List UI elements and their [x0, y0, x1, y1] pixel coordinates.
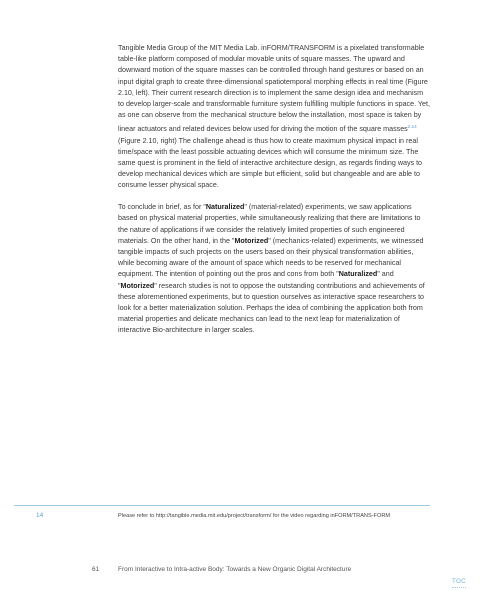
- term-naturalized: Naturalized: [205, 203, 245, 212]
- toc-link[interactable]: TOC: [452, 578, 466, 585]
- toc-link-underline: [452, 587, 466, 588]
- paragraph-2-text-a: To conclude in brief, as for ": [118, 203, 206, 212]
- paragraph-2-text-d: " and ": [118, 270, 394, 290]
- paragraph-2-text-e: " research studies is not to oppose the outstanding contributions and achievements of these aforementioned experiments, but to question ourselves as interactive space researchers to look for a better materialization solution. Perhaps the idea of combining the application both from material properties and delicate mechanics can lead to the next leap for materialization of interactive Bio-architecture in larger scales.: [118, 281, 425, 335]
- paragraph-1-text-b: (Figure 2.10, right) The challenge ahead is thus how to create maximum physical impact in real time/space with the least possible actuating devices which will consume the minimum size. The same quest is prominent in the field of interactive architecture design, as regards finding ways to develop mechanical devices which are simple but efficient, solid but changeable and are able to consume lesser physical space.: [118, 136, 423, 190]
- running-title: From Interactive to Intra-active Body: Towards a New Organic Digital Architecture: [118, 566, 352, 573]
- paragraph-1: [118, 43, 430, 192]
- paragraph-2: [118, 202, 430, 336]
- footnote-divider: [14, 505, 430, 506]
- paragraph-2-text-b: " (material-related) experiments, we saw applications based on physical material properties, while simultaneously realizing that there are limitations to the nature of applications if we consider the relatively limited properties of such engineered materials. On the other hand, in the ": [118, 203, 421, 245]
- footnote-reference[interactable]: 2.14: [407, 124, 417, 130]
- term-motorized-2: Motorized: [120, 281, 155, 290]
- paragraph-2-text-c: " (mechanics-related) experiments, we witnessed tangible impacts of such projects on the users based on their physical transformation abilities, while becoming aware of the amount of space which needs to be reserved for mechanical equipment. The intention of pointing out the pros and cons from both ": [118, 236, 424, 279]
- paragraph-1-text-a: Tangible Media Group of the MIT Media Lab. inFORM/TRANSFORM is a pixelated transformable table-like platform composed of modular movable units of square masses. The upward and downward motion of the square masses can be controlled through hand gestures or based on an input digital graph to create three-dimensional spatiotemporal morphing effects in real time (Figure 2.10, left). Their current research direction is to implement the same design idea and mechanism to develop larger-scale and transformable furniture system fulfilling multiple functions in space. Yet, as one can observe from the mechanical structure below the installation, most space is taken by linear actuators and related devices below used for driving the motion of the square masses: [118, 44, 430, 134]
- term-naturalized-2: Naturalized: [338, 270, 378, 279]
- page-number: 61: [92, 566, 100, 573]
- footnote-text: Please refer to http://tangible.media.mit.edu/project/transform/ for the video regarding inFORM/TRANS-FORM: [118, 513, 391, 519]
- term-motorized: Motorized: [234, 236, 269, 245]
- body-text: [118, 43, 430, 337]
- footnote-number: 14: [36, 512, 44, 519]
